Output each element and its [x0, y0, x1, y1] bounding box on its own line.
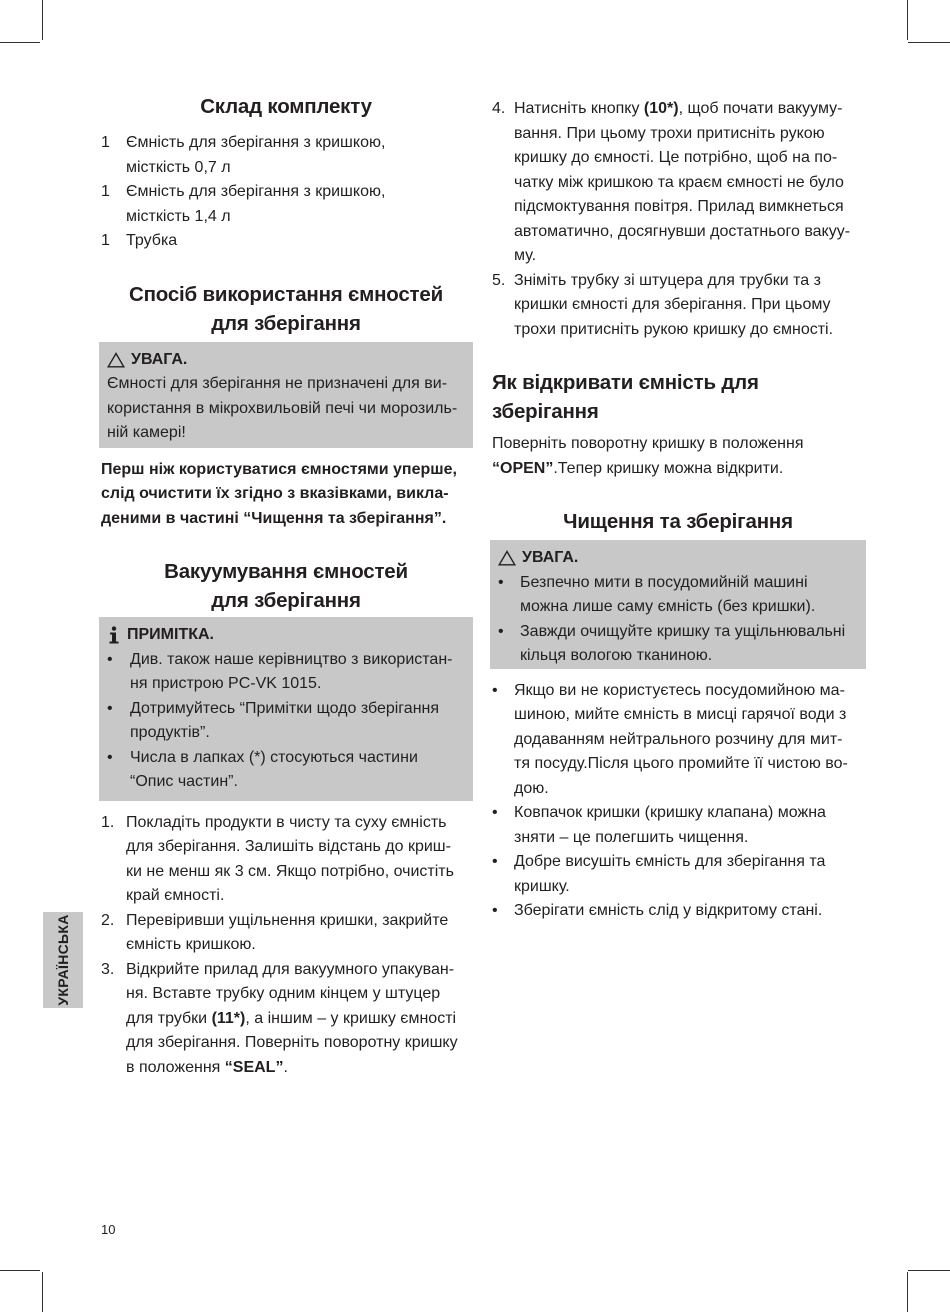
- warning-title: УВАГА.: [522, 549, 579, 566]
- warning-title: УВАГА.: [131, 350, 188, 368]
- crop-mark: [908, 42, 950, 43]
- language-tab: [43, 912, 83, 1008]
- warning-triangle-icon: [498, 550, 516, 566]
- note-title: ПРИМІТКА.: [127, 626, 214, 643]
- right-column: [492, 97, 864, 924]
- vacuum-steps: [101, 811, 471, 1081]
- step-item: 1. Покладіть продукти в чисту та суху ємність для зберігання. Залишіть відстань до криш- ки не менш як 3 см. Якщо потрібно, очистіть край ємності.: [101, 813, 454, 904]
- first-use-notice: Перш ніж користуватися ємностями уперше, слід очистити їх згідно з вказівками, викла- деними в частині “Чищення та зберігання”.: [101, 460, 457, 527]
- warning-box: УВАГА. Ємності для зберігання не призначені для ви- користання в мікрохвильовій печі чи морозиль- ній камері!: [99, 342, 473, 448]
- list-item: • Добре висушіть ємність для зберігання та кришку.: [492, 853, 826, 895]
- language-tab-label: УКРАЇНСЬКА: [54, 914, 71, 1006]
- list-item: • Завжди очищуйте кришку та ущільнювальні кільця вологою тканиною.: [498, 622, 846, 664]
- list-item: 1 Ємність для зберігання з кришкою, місткість 1,4 л: [101, 183, 386, 225]
- warning-triangle-icon: [107, 352, 125, 368]
- crop-mark: [907, 1272, 908, 1312]
- open-instructions: Поверніть поворотну кришку в положення “OPEN”.Тепер кришку можна відкрити.: [492, 435, 804, 477]
- vacuum-heading: Вакуумування ємностей для зберігання: [164, 560, 408, 612]
- crop-mark: [42, 1272, 43, 1312]
- kit-list: [101, 131, 471, 254]
- open-heading: Як відкривати ємність для зберігання: [492, 371, 759, 423]
- kit-heading: Склад комплекту: [200, 95, 372, 118]
- list-item: • Дотримуйтесь “Примітки щодо зберігання продуктів”.: [107, 699, 440, 741]
- list-item: • Див. також наше керівництво з використан- ня пристрою PC-VK 1015.: [107, 650, 453, 692]
- list-item: • Числа в лапках (*) стосуються частини “Опис частин”.: [107, 748, 418, 790]
- crop-mark: [907, 0, 908, 40]
- crop-mark: [908, 1270, 950, 1271]
- cleaning-list: [492, 679, 864, 924]
- page-number: 10: [101, 1222, 116, 1237]
- warning-box: [490, 540, 866, 669]
- step-item: 5. Зніміть трубку зі штуцера для трубки та з кришки ємності для зберігання. При цьому трохи притисніть рукою кришку до ємності.: [492, 271, 834, 338]
- list-item: 1 Трубка: [101, 232, 178, 249]
- left-column: [101, 92, 471, 1080]
- crop-mark: [42, 0, 43, 40]
- crop-mark: [0, 1270, 40, 1271]
- step-item: 3. Відкрийте прилад для вакуумного упакуван- ня. Вставте трубку одним кінцем у штуцер для трубки (11*), а іншим – у кришку ємності для зберігання. Поверніть поворотну кришку в положення “SEAL”.: [101, 960, 458, 1076]
- list-item: • Якщо ви не користуєтесь посудомийною ма- шиною, мийте ємність в мисці гарячої води з додаванням нейтрального розчину для мит- тя посуду.Після цього промийте її чистою во- дою.: [492, 681, 848, 797]
- note-box: [99, 617, 473, 801]
- usage-heading: Спосіб використання ємностей для зберігання: [129, 282, 443, 335]
- cleaning-heading: Чищення та зберігання: [563, 510, 793, 533]
- crop-mark: [0, 42, 40, 43]
- vacuum-steps-continued: [492, 97, 864, 342]
- step-item: 4. Натисніть кнопку (10*), щоб почати вакууму- вання. При цьому трохи притисніть рукою кришку до ємності. Це потрібно, щоб на по- чатку між кришкою та краєм ємності не було підсмоктування повітря. Прилад вимкнеться автоматично, досягнувши достатнього вакуу- му.: [492, 100, 851, 264]
- info-icon: [107, 626, 121, 644]
- list-item: 1 Ємність для зберігання з кришкою, місткість 0,7 л: [101, 134, 386, 176]
- list-item: • Безпечно мити в посудомийній машині можна лише саму ємність (без кришки).: [498, 573, 816, 615]
- list-item: • Ковпачок кришки (кришку клапана) можна зняти – це полегшить чищення.: [492, 804, 826, 846]
- step-item: 2. Перевіривши ущільнення кришки, закрийте ємність кришкою.: [101, 911, 449, 953]
- list-item: • Зберігати ємність слід у відкритому стані.: [492, 902, 823, 919]
